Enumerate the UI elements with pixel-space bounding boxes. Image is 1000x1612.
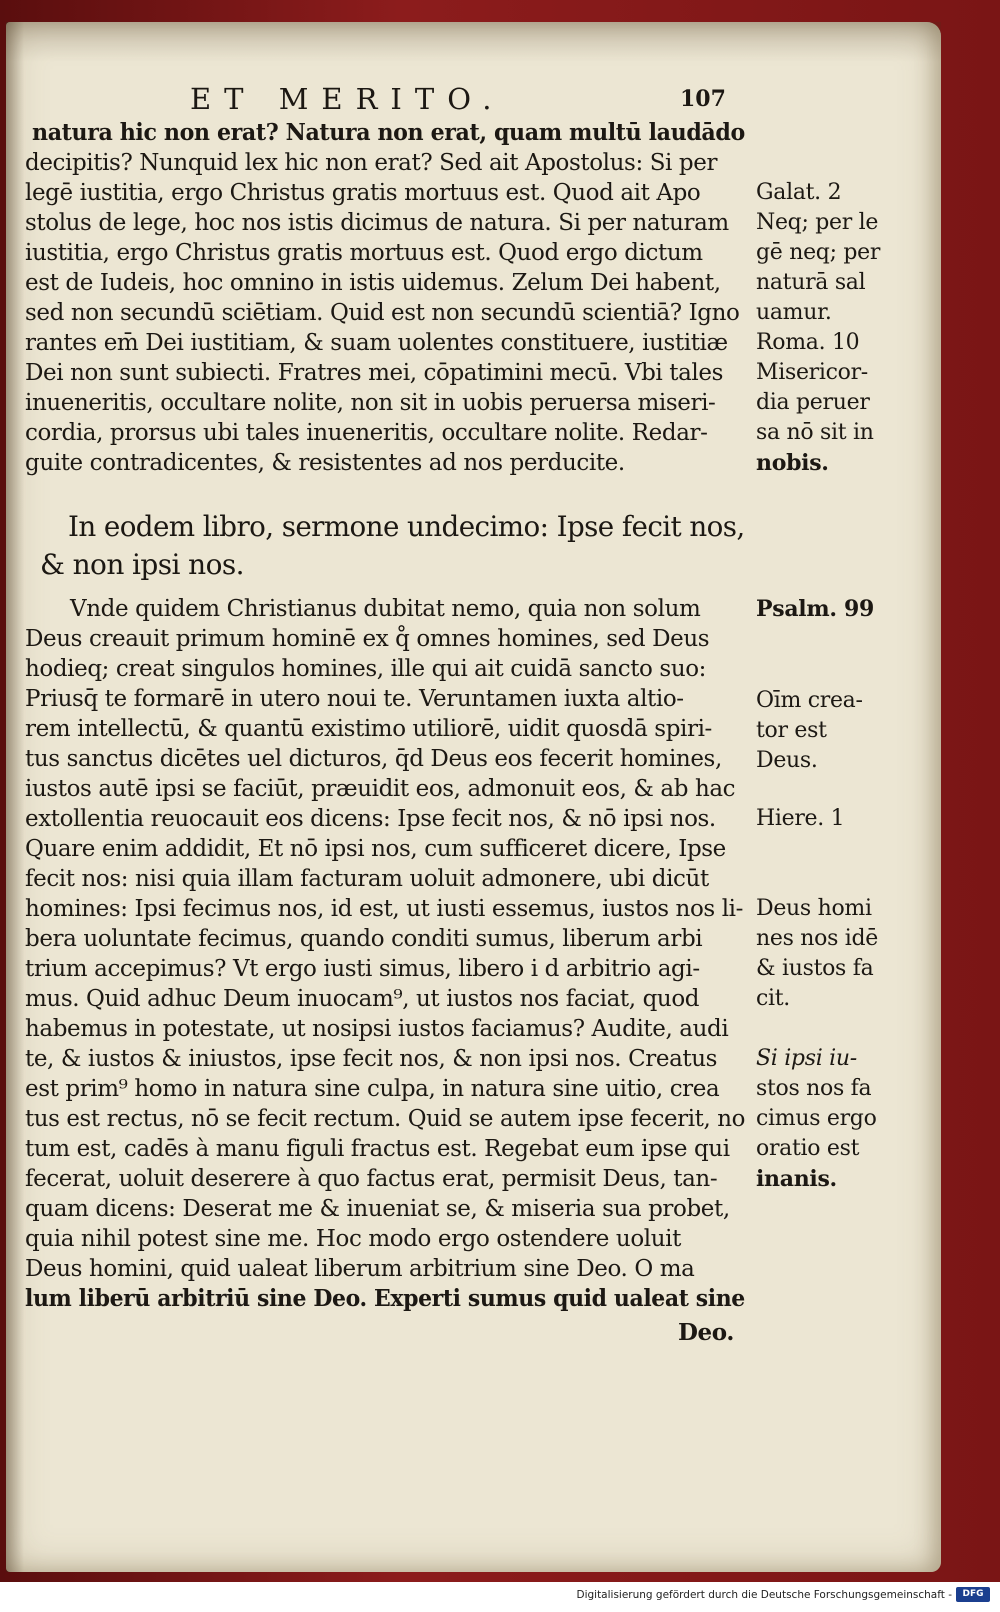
body-line: guite contradicentes, & resistentes ad nos perducite. [25, 450, 625, 476]
body-line: te, & iustos & iniustos, ipse fecit nos, & non ipsi nos. Creatus [25, 1046, 718, 1072]
marginal-note: Oīm crea- [756, 688, 863, 713]
body-line: stolus de lege, hoc nos istis dicimus de natura. Si per naturam [25, 210, 729, 236]
marginal-note: Hiere. 1 [756, 806, 845, 831]
marginal-note: sa nō sit in [756, 420, 874, 445]
body-line: sed non secundū sciētiam. Quid est non secundū scientiā? Igno [25, 300, 740, 326]
body-line: Deo. [678, 1319, 734, 1346]
body-line: tus est rectus, nō se fecit rectum. Quid se autem ipse fecerit, no [25, 1106, 745, 1132]
body-line: iustitia, ergo Christus gratis mortuus est. Quod ergo dictum [25, 240, 703, 266]
body-line: Priusq̄ te formarē in utero noui te. Veruntamen iuxta altio- [25, 686, 684, 712]
running-title: ET MERITO. [190, 82, 505, 116]
marginal-note: Deus. [756, 748, 818, 773]
body-line: rantes em̄ Dei iustitiam, & suam uolentes constituere, iustitiæ [25, 330, 728, 356]
body-line: habemus in potestate, ut nosipsi iustos faciamus? Audite, audi [25, 1016, 729, 1042]
marginal-note: dia peruer [756, 390, 870, 415]
marginal-note: oratio est [756, 1136, 860, 1161]
footer-bar [0, 1582, 1000, 1612]
marginal-note: & iustos fa [756, 956, 874, 981]
body-line: fecit nos: nisi quia illam facturam uoluit admonere, ubi dicūt [25, 866, 709, 892]
body-line: hodieq; creat singulos homines, ille qui ait cuidā sancto suo: [25, 656, 707, 682]
marginal-note: cimus ergo [756, 1106, 877, 1131]
body-line: est de Iudeis, hoc omnino in istis uidemus. Zelum Dei habent, [25, 270, 721, 296]
marginal-note: Misericor- [756, 360, 868, 385]
marginal-note: Neq; per le [756, 210, 879, 235]
page-top-shadow [6, 22, 941, 62]
body-line: Deus creauit primum hominē ex q̊ omnes homines, sed Deus [25, 626, 710, 652]
marginal-note: cit. [756, 986, 790, 1011]
body-line: Quare enim addidit, Et nō ipsi nos, cum sufficeret dicere, Ipse [25, 836, 726, 862]
marginal-note: Galat. 2 [756, 180, 842, 205]
page-number: 107 [680, 86, 726, 112]
marginal-note: naturā sal [756, 270, 866, 295]
body-line: lum liberū arbitriū sine Deo. Experti sumus quid ualeat sine [25, 1285, 745, 1312]
body-line: decipitis? Nunquid lex hic non erat? Sed ait Apostolus: Si per [25, 150, 718, 176]
marginal-note: Roma. 10 [756, 330, 860, 355]
marginal-note: Deus homi [756, 896, 872, 921]
body-line: trium accepimus? Vt ergo iusti simus, libero i d arbitrio agi- [25, 956, 700, 982]
body-line: bera uoluntate fecimus, quando conditi sumus, liberum arbi [25, 926, 703, 952]
body-line: extollentia reuocauit eos dicens: Ipse fecit nos, & nō ipsi nos. [25, 806, 716, 832]
body-line: iustos autē ipsi se faciūt, præuidit eos, admonuit eos, & ab hac [25, 776, 736, 802]
body-line: quia nihil potest sine me. Hoc modo ergo ostendere uoluit [25, 1226, 681, 1252]
marginal-note: gē neq; per [756, 240, 881, 265]
body-line: Deus homini, quid ualeat liberum arbitrium sine Deo. O ma [25, 1256, 695, 1282]
body-line: homines: Ipsi fecimus nos, id est, ut iusti essemus, iustos nos li- [25, 896, 744, 922]
body-line: cordia, prorsus ubi tales inueneritis, occultare nolite. Redar- [25, 420, 708, 446]
body-line: natura hic non erat? Natura non erat, quam multū laudādo [32, 119, 745, 146]
body-line: inueneritis, occultare nolite, non sit in uobis peruersa miseri- [25, 390, 716, 416]
body-line: tum est, cadēs à manu figuli fractus est. Regebat eum ipse qui [25, 1136, 730, 1162]
body-line: fecerat, uoluit deserere à quo factus erat, permisit Deus, tan- [25, 1166, 718, 1192]
body-line: tus sanctus dicētes uel dicturos, q̄d Deus eos fecerit homines, [25, 746, 722, 772]
marginal-note: nobis. [756, 450, 829, 476]
marginal-note: uamur. [756, 300, 832, 325]
body-line: Dei non sunt subiecti. Fratres mei, cōpatimini mecū. Vbi tales [25, 360, 723, 386]
body-line: rem intellectū, & quantū existimo utiliorē, uidit quosdā spiri- [25, 716, 712, 742]
marginal-note: nes nos idē [756, 926, 879, 951]
body-line: quam dicens: Deserat me & inueniat se, & miseria sua probet, [25, 1196, 730, 1222]
gutter-shadow [6, 22, 24, 1572]
marginal-note: inanis. [756, 1166, 837, 1192]
marginal-note: tor est [756, 718, 827, 743]
marginal-note: stos nos fa [756, 1076, 872, 1101]
body-line: mus. Quid adhuc Deum inuocam⁹, ut iustos nos faciat, quod [25, 986, 700, 1012]
section-heading: & non ipsi nos. [40, 548, 244, 581]
body-line: est prim⁹ homo in natura sine culpa, in natura sine uitio, crea [25, 1076, 720, 1102]
section-heading: In eodem libro, sermone undecimo: Ipse fecit nos, [68, 510, 745, 543]
digitization-credit: Digitalisierung gefördert durch die Deutsche Forschungsgemeinschaft - [576, 1589, 952, 1601]
body-line: legē iustitia, ergo Christus gratis mortuus est. Quod ait Apo [25, 180, 701, 206]
marginal-note: Psalm. 99 [756, 596, 875, 622]
dfg-logo: DFG [956, 1587, 990, 1602]
marginal-note: Si ipsi iu- [756, 1046, 857, 1071]
body-line: Vnde quidem Christianus dubitat nemo, quia non solum [70, 596, 701, 622]
